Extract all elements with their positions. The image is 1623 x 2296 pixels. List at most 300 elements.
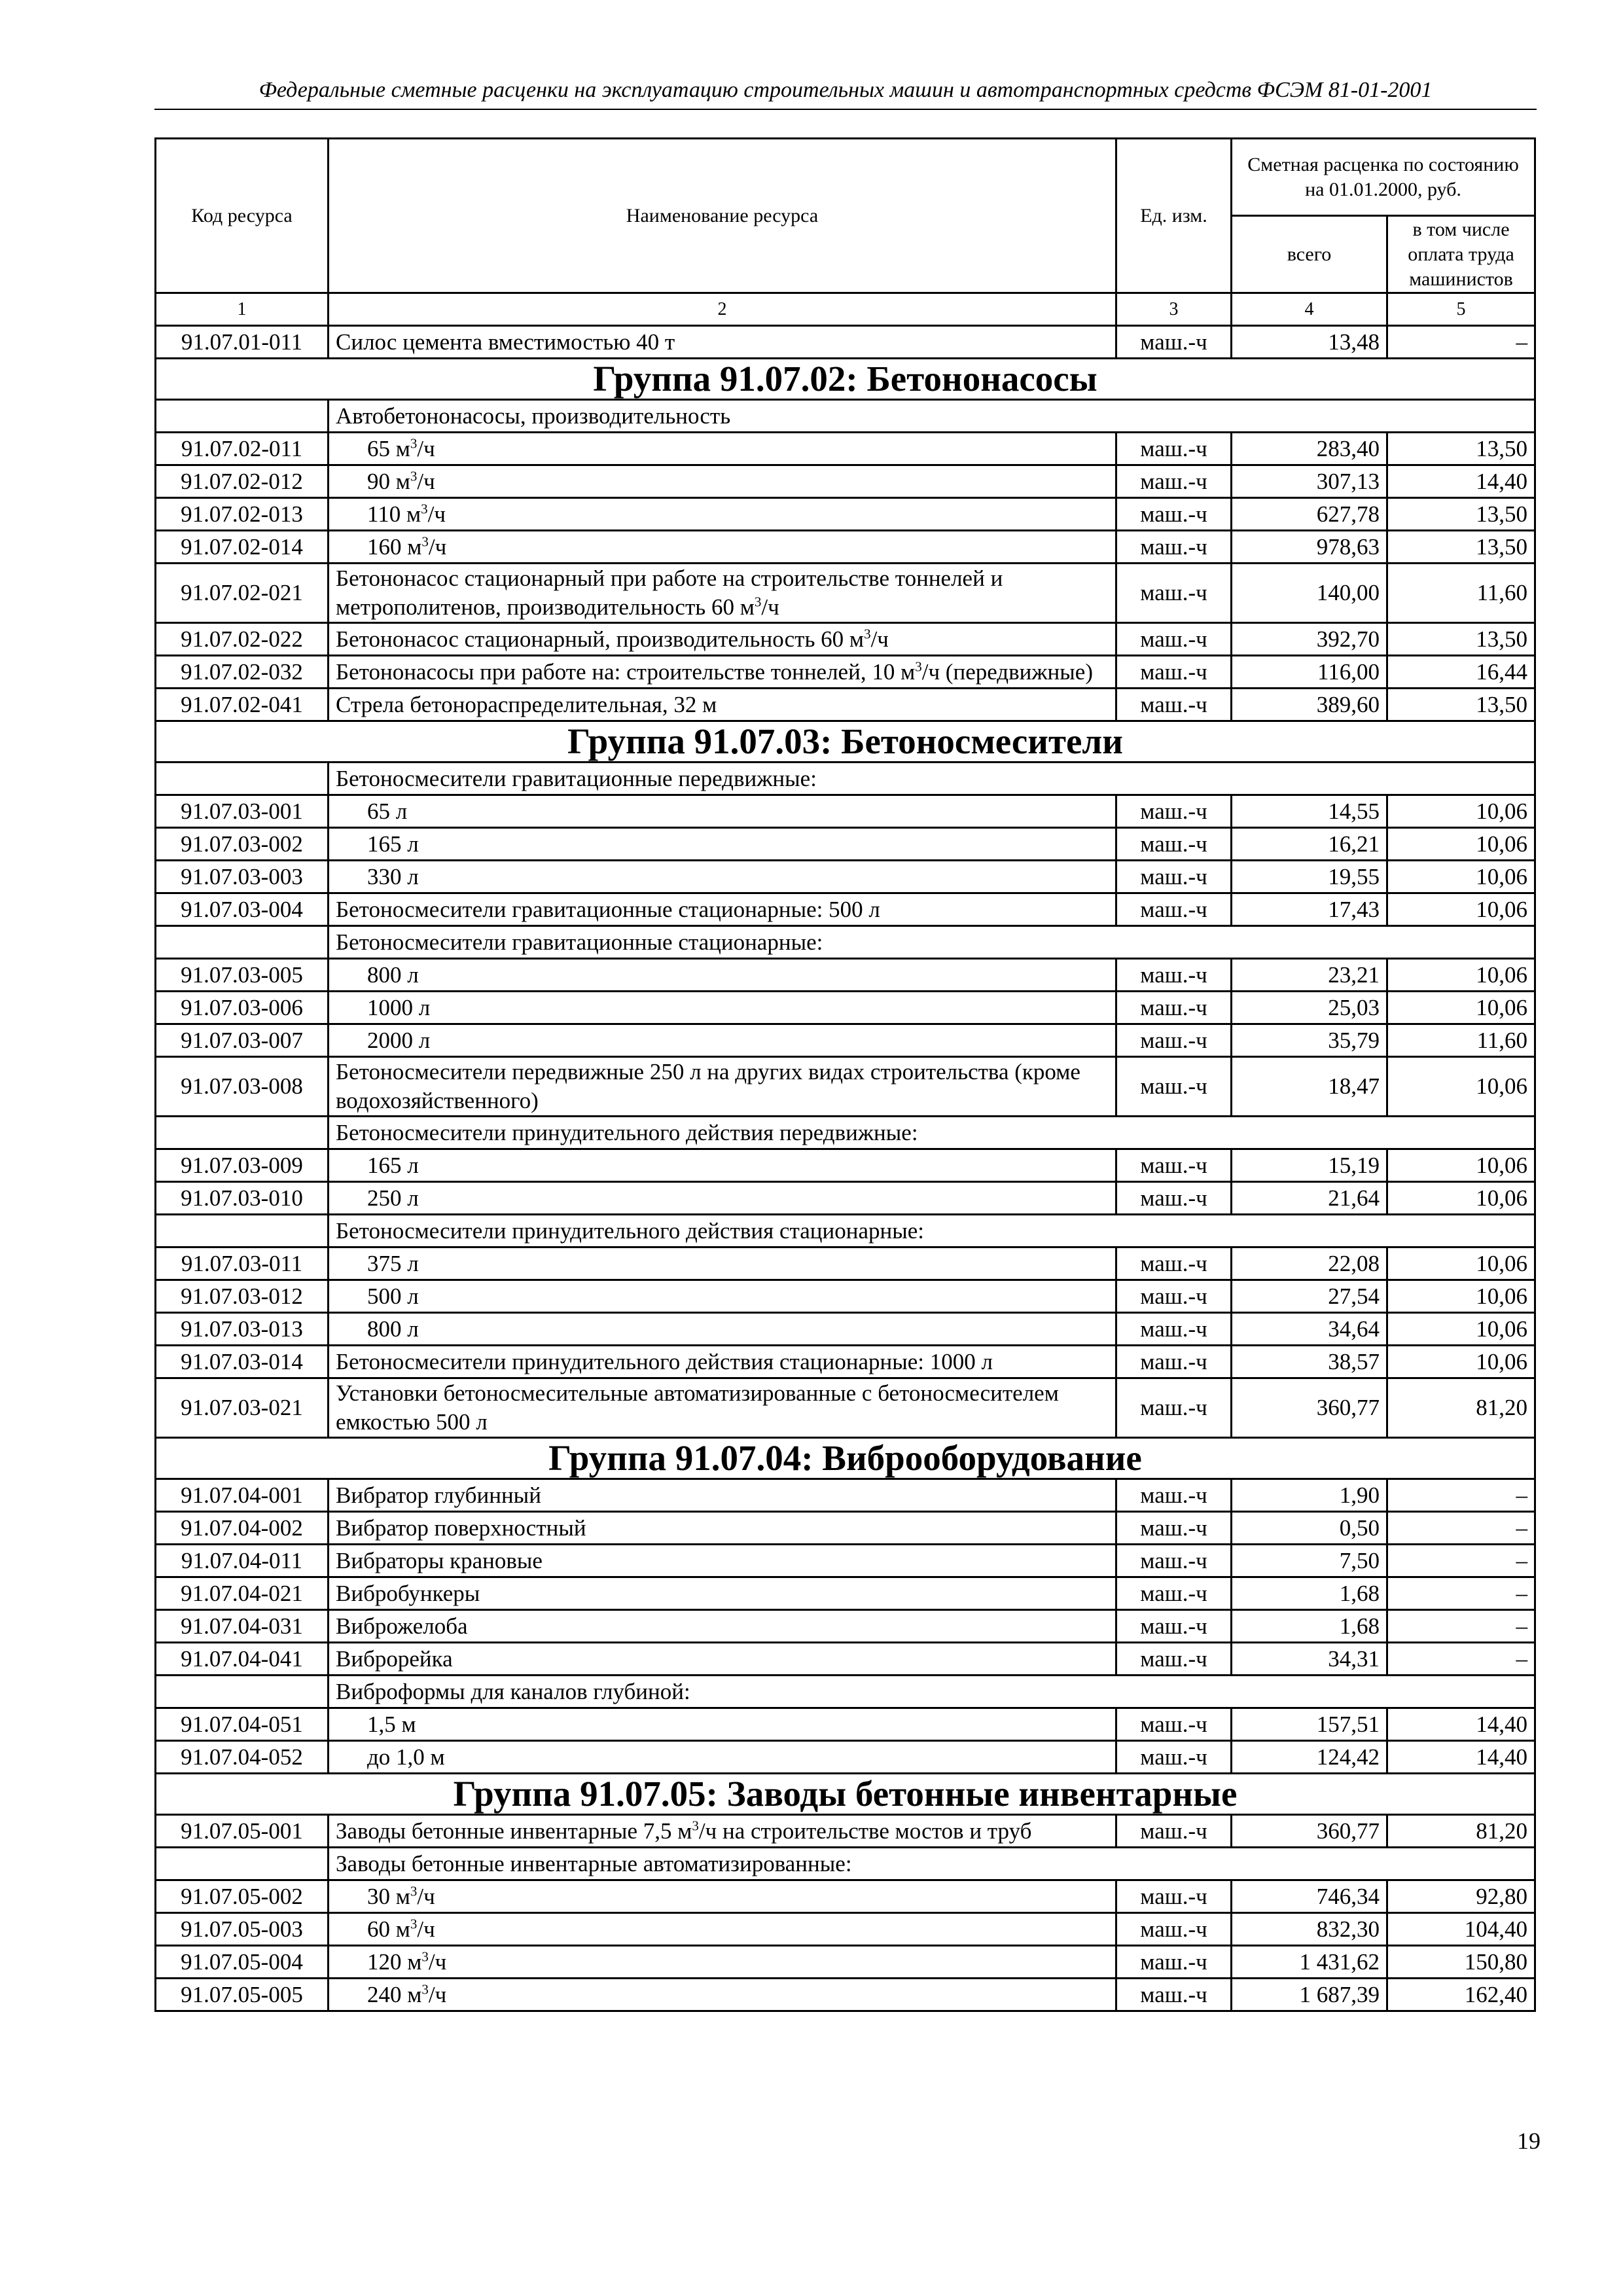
resource-code: 91.07.03-007: [156, 1024, 329, 1057]
resource-name-text: Бетоносмесители передвижные 250 л на других видах строительства (кроме водохозяйственного): [336, 1059, 1080, 1113]
unit: маш.-ч: [1116, 1741, 1232, 1774]
subheading: Бетоносмесители принудительного действия стационарные:: [329, 1215, 1535, 1247]
col-price-header: Сметная расценка по состоянию на 01.01.2000, руб.: [1232, 139, 1535, 216]
resource-name: [329, 1057, 1116, 1117]
price-labor: 13,50: [1387, 498, 1535, 531]
price-total: 978,63: [1232, 531, 1387, 564]
price-total: 1,90: [1232, 1479, 1387, 1512]
unit: маш.-ч: [1116, 1280, 1232, 1313]
unit: маш.-ч: [1116, 1313, 1232, 1346]
price-total: 1 687,39: [1232, 1979, 1387, 2011]
price-labor: 10,06: [1387, 1280, 1535, 1313]
column-index-row: [156, 293, 1535, 326]
superscript: 3: [421, 1981, 429, 1997]
resource-name: [329, 656, 1116, 689]
superscript: 3: [915, 658, 922, 674]
price-labor: 13,50: [1387, 531, 1535, 564]
resource-name: [329, 1313, 1116, 1346]
table-row: [156, 326, 1535, 359]
column-index: 4: [1232, 293, 1387, 326]
resource-code: 91.07.03-003: [156, 861, 329, 893]
price-labor: 14,40: [1387, 465, 1535, 498]
table-row: [156, 1024, 1535, 1057]
resource-name: [329, 1182, 1116, 1215]
price-total: 1,68: [1232, 1577, 1387, 1610]
resource-code: 91.07.03-009: [156, 1149, 329, 1182]
resource-code: 91.07.03-005: [156, 959, 329, 992]
resource-name: [329, 1247, 1116, 1280]
price-labor: 13,50: [1387, 433, 1535, 465]
price-total: 0,50: [1232, 1512, 1387, 1545]
subheading: Заводы бетонные инвентарные автоматизированные:: [329, 1848, 1535, 1880]
resource-name: [329, 1280, 1116, 1313]
resource-name-suffix: /ч: [428, 533, 447, 560]
table-row: [156, 1815, 1535, 1848]
unit: маш.-ч: [1116, 1979, 1232, 2011]
superscript: 3: [421, 500, 428, 516]
resource-name-suffix: /ч: [761, 594, 779, 620]
resource-name: [329, 1708, 1116, 1741]
resource-code: 91.07.05-001: [156, 1815, 329, 1848]
unit: маш.-ч: [1116, 1149, 1232, 1182]
superscript: 3: [754, 594, 762, 610]
price-total: 27,54: [1232, 1280, 1387, 1313]
unit: маш.-ч: [1116, 1346, 1232, 1378]
empty-cell: [156, 1848, 329, 1880]
resource-name-text: Вибратор поверхностный: [336, 1515, 586, 1541]
price-total: 832,30: [1232, 1913, 1387, 1946]
price-labor: 10,06: [1387, 1057, 1535, 1117]
resource-code: 91.07.03-021: [156, 1378, 329, 1438]
table-row: [156, 1313, 1535, 1346]
price-total: 22,08: [1232, 1247, 1387, 1280]
group-heading: Группа 91.07.05: Заводы бетонные инвентарные: [156, 1774, 1535, 1815]
subheading-row: [156, 1117, 1535, 1149]
superscript: 3: [410, 1882, 418, 1899]
table-row: [156, 861, 1535, 893]
resource-name-text: 160 м: [367, 533, 422, 560]
unit: маш.-ч: [1116, 326, 1232, 359]
price-total: 38,57: [1232, 1346, 1387, 1378]
table-row: [156, 1741, 1535, 1774]
table-row: [156, 656, 1535, 689]
resource-code: 91.07.03-001: [156, 795, 329, 828]
superscript: 3: [864, 625, 871, 641]
resource-code: 91.07.03-012: [156, 1280, 329, 1313]
resource-name: [329, 959, 1116, 992]
resource-name-suffix: /ч: [417, 435, 435, 461]
group-heading-row: [156, 1774, 1535, 1815]
price-labor: 81,20: [1387, 1378, 1535, 1438]
unit: маш.-ч: [1116, 861, 1232, 893]
superscript: 3: [410, 467, 418, 484]
resource-name-suffix: /ч (передвижные): [921, 658, 1093, 685]
table-row: [156, 1577, 1535, 1610]
unit: маш.-ч: [1116, 1946, 1232, 1979]
resource-name: [329, 1643, 1116, 1676]
resource-name-text: 165 л: [367, 1152, 419, 1178]
resource-name-text: 800 л: [367, 961, 419, 988]
resource-code: 91.07.04-011: [156, 1545, 329, 1577]
resource-name-text: Бетононасосы при работе на: строительстве тоннелей, 10 м: [336, 658, 916, 685]
resource-name-suffix: /ч: [417, 1883, 435, 1909]
group-heading: Группа 91.07.03: Бетоносмесители: [156, 721, 1535, 762]
resource-name-text: 2000 л: [367, 1027, 431, 1053]
price-labor: 10,06: [1387, 1247, 1535, 1280]
resource-name-text: 240 м: [367, 1981, 422, 2007]
subheading-row: [156, 1848, 1535, 1880]
price-total: 13,48: [1232, 326, 1387, 359]
price-labor: 10,06: [1387, 1313, 1535, 1346]
table-row: [156, 1057, 1535, 1117]
superscript: 3: [421, 1948, 429, 1964]
resource-name: [329, 1610, 1116, 1643]
resource-name: [329, 1545, 1116, 1577]
price-labor: –: [1387, 1643, 1535, 1676]
unit: маш.-ч: [1116, 1057, 1232, 1117]
resource-name-suffix: /ч: [428, 1948, 447, 1975]
unit: маш.-ч: [1116, 1479, 1232, 1512]
subheading-row: [156, 762, 1535, 795]
column-index: 2: [329, 293, 1116, 326]
table-row: [156, 465, 1535, 498]
resource-name-text: до 1,0 м: [367, 1744, 445, 1770]
unit: маш.-ч: [1116, 465, 1232, 498]
resource-code: 91.07.03-004: [156, 893, 329, 926]
resource-name-text: Установки бетоносмесительные автоматизированные с бетоносмесителем емкостью 500 л: [336, 1380, 1059, 1435]
table-row: [156, 1545, 1535, 1577]
price-labor: 11,60: [1387, 1024, 1535, 1057]
unit: маш.-ч: [1116, 531, 1232, 564]
price-labor: 14,40: [1387, 1741, 1535, 1774]
price-labor: 150,80: [1387, 1946, 1535, 1979]
table-row: [156, 1512, 1535, 1545]
resource-code: 91.07.02-021: [156, 564, 329, 623]
resource-name-text: 30 м: [367, 1883, 410, 1909]
resource-code: 91.07.03-006: [156, 992, 329, 1024]
price-total: 21,64: [1232, 1182, 1387, 1215]
resource-code: 91.07.04-051: [156, 1708, 329, 1741]
resource-code: 91.07.05-004: [156, 1946, 329, 1979]
empty-cell: [156, 762, 329, 795]
unit: маш.-ч: [1116, 893, 1232, 926]
group-heading-row: [156, 721, 1535, 762]
resource-code: 91.07.02-032: [156, 656, 329, 689]
resource-name-text: Бетоносмесители принудительного действия стационарные: 1000 л: [336, 1348, 993, 1374]
resource-name: [329, 689, 1116, 721]
table-row: [156, 1182, 1535, 1215]
unit: маш.-ч: [1116, 1643, 1232, 1676]
price-labor: 104,40: [1387, 1913, 1535, 1946]
resource-name-suffix: /ч: [417, 1916, 435, 1942]
subheading-row: [156, 1676, 1535, 1708]
price-total: 35,79: [1232, 1024, 1387, 1057]
resource-name: [329, 433, 1116, 465]
resource-name-text: 90 м: [367, 468, 410, 494]
price-total: 392,70: [1232, 623, 1387, 656]
resource-name: [329, 1512, 1116, 1545]
unit: маш.-ч: [1116, 433, 1232, 465]
price-labor: 16,44: [1387, 656, 1535, 689]
resource-name-text: Вибробункеры: [336, 1580, 480, 1606]
resource-name-text: Стрела бетонораспределительная, 32 м: [336, 691, 717, 717]
table-row: [156, 623, 1535, 656]
price-total: 360,77: [1232, 1378, 1387, 1438]
superscript: 3: [410, 1915, 418, 1931]
resource-name-suffix: /ч: [870, 626, 889, 652]
col-labor-header: в том числе оплата труда машинистов: [1387, 216, 1535, 293]
unit: маш.-ч: [1116, 1708, 1232, 1741]
resource-code: 91.07.04-002: [156, 1512, 329, 1545]
resource-code: 91.07.03-014: [156, 1346, 329, 1378]
resource-name: [329, 1577, 1116, 1610]
resource-name-text: Виброрейка: [336, 1645, 453, 1672]
price-labor: 10,06: [1387, 992, 1535, 1024]
col-total-header: всего: [1232, 216, 1387, 293]
price-labor: 10,06: [1387, 959, 1535, 992]
table-row: [156, 1610, 1535, 1643]
price-total: 25,03: [1232, 992, 1387, 1024]
price-labor: 81,20: [1387, 1815, 1535, 1848]
resource-name-text: Бетононасос стационарный, производительность 60 м: [336, 626, 865, 652]
price-labor: –: [1387, 1610, 1535, 1643]
resource-name-suffix: /ч: [417, 468, 435, 494]
resource-name-text: 60 м: [367, 1916, 410, 1942]
price-total: 389,60: [1232, 689, 1387, 721]
resource-name-text: Вибратор глубинный: [336, 1482, 541, 1508]
price-total: 15,19: [1232, 1149, 1387, 1182]
price-labor: 10,06: [1387, 861, 1535, 893]
unit: маш.-ч: [1116, 1378, 1232, 1438]
empty-cell: [156, 1676, 329, 1708]
resource-name-suffix: /ч на строительстве мостов и труб: [698, 1818, 1032, 1844]
resource-name: [329, 1946, 1116, 1979]
resource-name-text: 110 м: [367, 501, 421, 527]
group-heading-row: [156, 1438, 1535, 1479]
price-labor: 13,50: [1387, 623, 1535, 656]
resource-name: [329, 1149, 1116, 1182]
price-total: 307,13: [1232, 465, 1387, 498]
table-row: [156, 498, 1535, 531]
resource-code: 91.07.02-022: [156, 623, 329, 656]
column-index: 5: [1387, 293, 1535, 326]
unit: маш.-ч: [1116, 1577, 1232, 1610]
price-labor: 162,40: [1387, 1979, 1535, 2011]
col-name-header: Наименование ресурса: [329, 139, 1116, 293]
unit: маш.-ч: [1116, 1913, 1232, 1946]
resource-code: 91.07.05-005: [156, 1979, 329, 2011]
price-labor: 10,06: [1387, 1149, 1535, 1182]
resource-name-text: Виброжелоба: [336, 1613, 468, 1639]
resource-name-text: 65 м: [367, 435, 410, 461]
resource-code: 91.07.03-010: [156, 1182, 329, 1215]
subheading-row: [156, 400, 1535, 433]
price-labor: 10,06: [1387, 1346, 1535, 1378]
price-total: 17,43: [1232, 893, 1387, 926]
table-row: [156, 1346, 1535, 1378]
resource-name-text: 1000 л: [367, 994, 431, 1020]
column-index: 1: [156, 293, 329, 326]
resource-code: 91.07.04-041: [156, 1643, 329, 1676]
superscript: 3: [421, 533, 429, 549]
col-code-header: Код ресурса: [156, 139, 329, 293]
empty-cell: [156, 400, 329, 433]
table-row: [156, 1149, 1535, 1182]
resource-name: [329, 1479, 1116, 1512]
price-labor: 10,06: [1387, 893, 1535, 926]
subheading-row: [156, 1215, 1535, 1247]
price-total: 360,77: [1232, 1815, 1387, 1848]
resource-name: [329, 1880, 1116, 1913]
table-row: [156, 1378, 1535, 1438]
superscript: 3: [410, 435, 418, 451]
table-row: [156, 795, 1535, 828]
resource-name: [329, 623, 1116, 656]
table-row: [156, 1913, 1535, 1946]
resource-name: [329, 1979, 1116, 2011]
price-table: [154, 137, 1536, 2012]
unit: маш.-ч: [1116, 1512, 1232, 1545]
empty-cell: [156, 926, 329, 959]
subheading: Автобетононасосы, производительность: [329, 400, 1535, 433]
resource-name-text: 165 л: [367, 831, 419, 857]
resource-code: 91.07.04-001: [156, 1479, 329, 1512]
resource-name: [329, 828, 1116, 861]
price-labor: 92,80: [1387, 1880, 1535, 1913]
resource-name: [329, 531, 1116, 564]
unit: маш.-ч: [1116, 1024, 1232, 1057]
resource-code: 91.07.04-031: [156, 1610, 329, 1643]
group-heading: Группа 91.07.04: Виброоборудование: [156, 1438, 1535, 1479]
resource-code: 91.07.01-011: [156, 326, 329, 359]
unit: маш.-ч: [1116, 498, 1232, 531]
table-row: [156, 828, 1535, 861]
superscript: 3: [692, 1817, 699, 1833]
resource-name: [329, 498, 1116, 531]
resource-name: [329, 465, 1116, 498]
resource-code: 91.07.04-052: [156, 1741, 329, 1774]
resource-name-text: Заводы бетонные инвентарные 7,5 м: [336, 1818, 692, 1844]
table-row: [156, 1280, 1535, 1313]
resource-code: 91.07.02-014: [156, 531, 329, 564]
price-total: 116,00: [1232, 656, 1387, 689]
price-total: 140,00: [1232, 564, 1387, 623]
unit: маш.-ч: [1116, 564, 1232, 623]
price-labor: –: [1387, 326, 1535, 359]
price-total: 1 431,62: [1232, 1946, 1387, 1979]
resource-name-text: Бетононасос стационарный при работе на строительстве тоннелей и метрополитенов, производительность 60 м: [336, 565, 1003, 620]
price-total: 34,64: [1232, 1313, 1387, 1346]
table-row: [156, 959, 1535, 992]
unit: маш.-ч: [1116, 656, 1232, 689]
empty-cell: [156, 1117, 329, 1149]
price-labor: 11,60: [1387, 564, 1535, 623]
table-row: [156, 433, 1535, 465]
col-unit-header: Ед. изм.: [1116, 139, 1232, 293]
unit: маш.-ч: [1116, 1880, 1232, 1913]
unit: маш.-ч: [1116, 689, 1232, 721]
unit: маш.-ч: [1116, 828, 1232, 861]
price-labor: 10,06: [1387, 828, 1535, 861]
price-total: 14,55: [1232, 795, 1387, 828]
resource-code: 91.07.03-002: [156, 828, 329, 861]
price-labor: 10,06: [1387, 1182, 1535, 1215]
table-row: [156, 564, 1535, 623]
subheading: Виброформы для каналов глубиной:: [329, 1676, 1535, 1708]
unit: маш.-ч: [1116, 1182, 1232, 1215]
resource-name-text: 250 л: [367, 1185, 419, 1211]
resource-code: 91.07.05-003: [156, 1913, 329, 1946]
table-body: [156, 326, 1535, 2011]
price-total: 7,50: [1232, 1545, 1387, 1577]
resource-name-text: 800 л: [367, 1316, 419, 1342]
table-row: [156, 1946, 1535, 1979]
resource-code: 91.07.03-013: [156, 1313, 329, 1346]
resource-name: [329, 1741, 1116, 1774]
resource-name-suffix: /ч: [427, 501, 446, 527]
resource-name-text: 330 л: [367, 863, 419, 889]
unit: маш.-ч: [1116, 1610, 1232, 1643]
resource-code: 91.07.02-013: [156, 498, 329, 531]
price-total: 18,47: [1232, 1057, 1387, 1117]
resource-name-text: 375 л: [367, 1250, 419, 1276]
price-total: 1,68: [1232, 1610, 1387, 1643]
resource-name: [329, 1378, 1116, 1438]
price-total: 157,51: [1232, 1708, 1387, 1741]
unit: маш.-ч: [1116, 1815, 1232, 1848]
price-total: 34,31: [1232, 1643, 1387, 1676]
price-total: 627,78: [1232, 498, 1387, 531]
page-number: 19: [1517, 2128, 1541, 2154]
price-total: 283,40: [1232, 433, 1387, 465]
price-total: 746,34: [1232, 1880, 1387, 1913]
group-heading: Группа 91.07.02: Бетононасосы: [156, 359, 1535, 400]
table-row: [156, 1643, 1535, 1676]
resource-code: 91.07.02-012: [156, 465, 329, 498]
subheading: Бетоносмесители гравитационные передвижные:: [329, 762, 1535, 795]
table-row: [156, 992, 1535, 1024]
resource-name: [329, 861, 1116, 893]
group-heading-row: [156, 359, 1535, 400]
table-row: [156, 1708, 1535, 1741]
price-total: 23,21: [1232, 959, 1387, 992]
resource-code: 91.07.04-021: [156, 1577, 329, 1610]
price-total: 124,42: [1232, 1741, 1387, 1774]
table-row: [156, 1880, 1535, 1913]
table-row: [156, 1479, 1535, 1512]
table-row: [156, 689, 1535, 721]
resource-name: [329, 326, 1116, 359]
unit: маш.-ч: [1116, 795, 1232, 828]
empty-cell: [156, 1215, 329, 1247]
unit: маш.-ч: [1116, 1545, 1232, 1577]
resource-name: [329, 564, 1116, 623]
resource-name-text: 500 л: [367, 1283, 419, 1309]
resource-code: 91.07.02-011: [156, 433, 329, 465]
resource-name-text: 1,5 м: [367, 1711, 416, 1737]
price-labor: 13,50: [1387, 689, 1535, 721]
unit: маш.-ч: [1116, 623, 1232, 656]
price-total: 19,55: [1232, 861, 1387, 893]
resource-name-text: 120 м: [367, 1948, 422, 1975]
subheading-row: [156, 926, 1535, 959]
price-total: 16,21: [1232, 828, 1387, 861]
price-labor: –: [1387, 1479, 1535, 1512]
resource-name: [329, 992, 1116, 1024]
resource-name-text: Силос цемента вместимостью 40 т: [336, 329, 675, 355]
resource-name: [329, 1346, 1116, 1378]
table-row: [156, 1979, 1535, 2011]
